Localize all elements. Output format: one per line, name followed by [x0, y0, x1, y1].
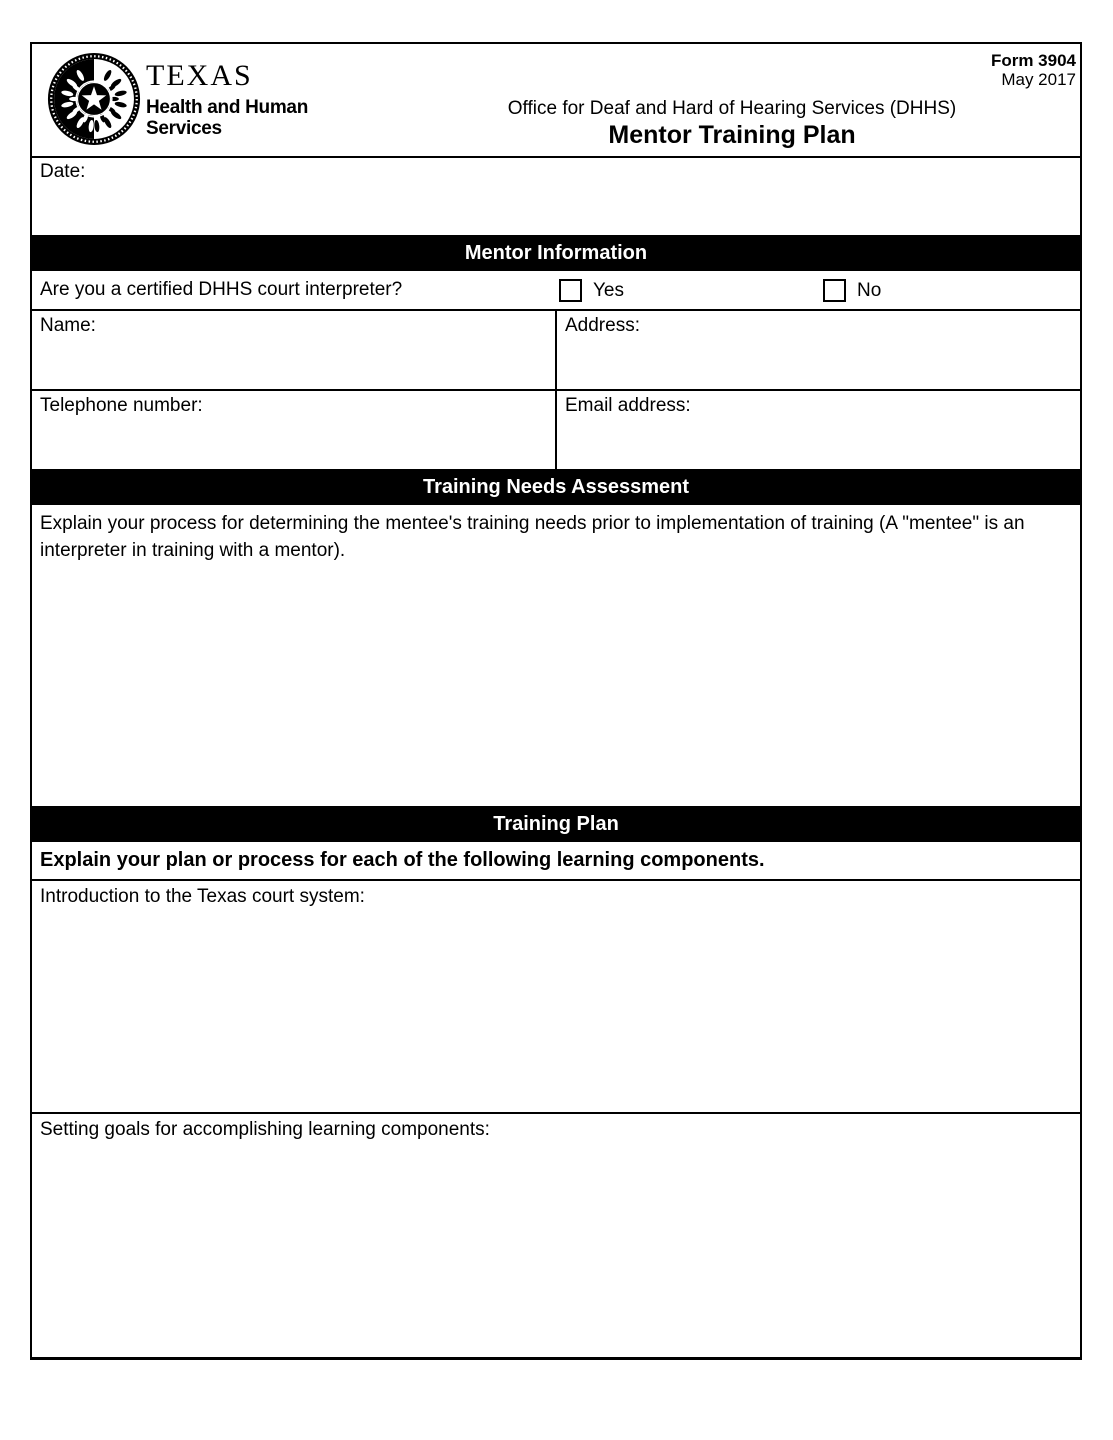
brand-sub-line1: Health and Human: [146, 97, 308, 118]
agency-wordmark: [146, 61, 308, 139]
yes-checkbox[interactable]: [559, 279, 582, 302]
email-field-cell[interactable]: [557, 391, 1080, 469]
brand-sub-line2: Services: [146, 118, 222, 139]
name-address-row: [32, 311, 1080, 391]
form-number-block: [991, 51, 1076, 89]
address-field-cell[interactable]: [557, 311, 1080, 389]
form-number: Form 3904: [990, 51, 1076, 70]
date-label: Date:: [40, 161, 86, 182]
form-header: [32, 44, 1080, 158]
certified-interpreter-question-row: [32, 271, 1080, 311]
no-checkbox[interactable]: [823, 279, 846, 302]
address-label: Address:: [565, 315, 640, 336]
yes-label: Yes: [593, 279, 624, 301]
yes-option[interactable]: [559, 279, 624, 302]
section-training-needs-assessment: Training Needs Assessment: [32, 471, 1080, 505]
telephone-label: Telephone number:: [40, 395, 203, 416]
texas-hhs-seal-icon: [47, 52, 141, 146]
date-input-area[interactable]: [32, 186, 1080, 235]
name-field-cell[interactable]: [32, 311, 557, 389]
email-label: Email address:: [565, 395, 691, 416]
setting-goals-label: Setting goals for accomplishing learning components:: [40, 1119, 490, 1140]
telephone-field-cell[interactable]: [32, 391, 557, 469]
no-label: No: [857, 279, 882, 301]
date-field-cell[interactable]: [32, 158, 1080, 237]
training-needs-prompt: Explain your process for determining the mentee's training needs prior to implementation of training (A "mentee" is an interpreter in training with a mentor).: [40, 513, 1025, 561]
certified-interpreter-question: Are you a certified DHHS court interpreter?: [40, 279, 403, 300]
name-label: Name:: [40, 315, 96, 336]
page-title: Mentor Training Plan: [608, 121, 856, 149]
mentor-training-plan-form: [30, 42, 1082, 1360]
court-system-field-cell[interactable]: [32, 881, 1080, 1114]
section-training-plan: Training Plan: [32, 808, 1080, 842]
court-system-label: Introduction to the Texas court system:: [40, 886, 365, 907]
form-title-block: [458, 98, 1006, 149]
form-revision-date: May 2017: [1001, 70, 1076, 89]
setting-goals-field-cell[interactable]: [32, 1114, 1080, 1357]
training-plan-instruction: Explain your plan or process for each of the following learning components.: [32, 842, 1080, 881]
section-mentor-information: Mentor Information: [32, 237, 1080, 271]
phone-email-row: [32, 391, 1080, 471]
training-needs-field-cell[interactable]: [32, 505, 1080, 808]
brand-texas: TEXAS: [146, 59, 253, 92]
no-option[interactable]: [823, 279, 881, 302]
office-line: Office for Deaf and Hard of Hearing Services (DHHS): [507, 98, 957, 119]
